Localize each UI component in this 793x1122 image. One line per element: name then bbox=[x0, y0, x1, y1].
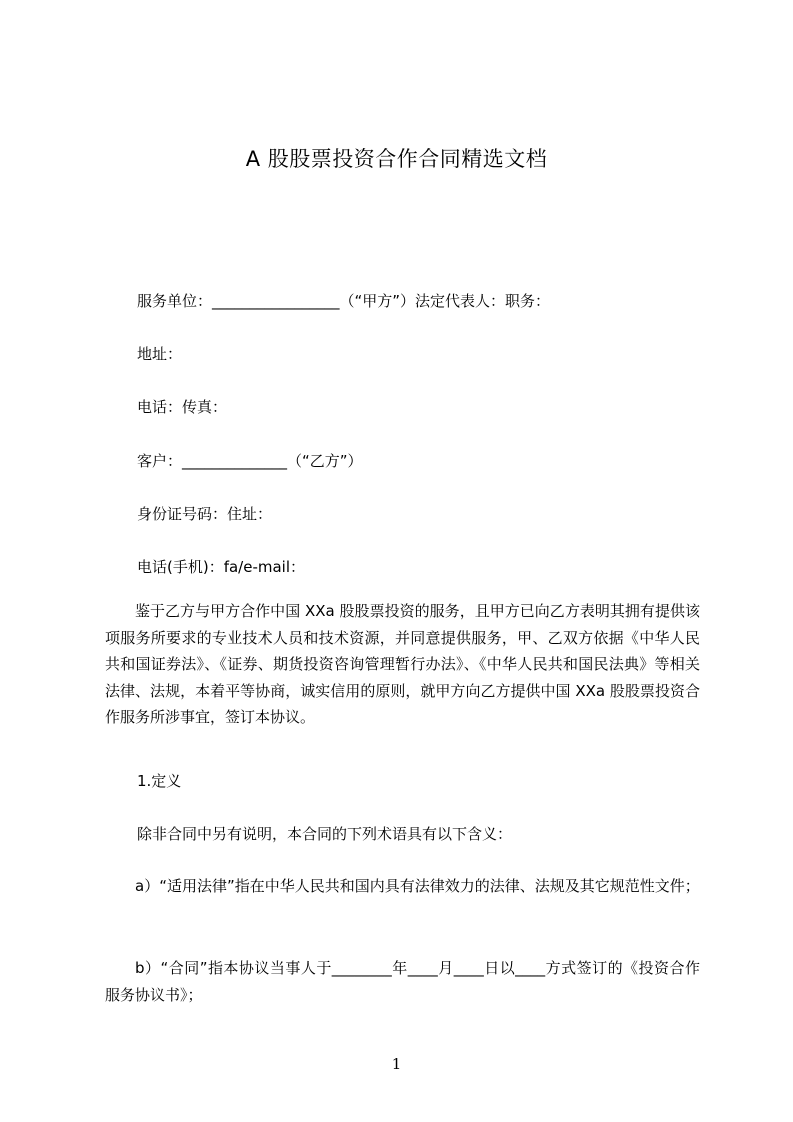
client-field: 客户：______________（“乙方”） bbox=[137, 452, 363, 470]
section-intro: 除非合同中另有说明，本合同的下列术语具有以下含义： bbox=[137, 825, 513, 843]
definition-item-b: b）“合同”指本协议当事人于________年____月____日以____方式签订的《投资合作服务协议书》； bbox=[105, 959, 700, 1004]
section-heading: 1.定义 bbox=[137, 772, 182, 790]
definition-item-a: a）“适用法律”指在中华人民共和国内具有法律效力的法律、法规及其它规范性文件； bbox=[135, 877, 700, 895]
id-address-field: 身份证号码：住址： bbox=[137, 505, 273, 523]
phone-fax-field: 电话：传真： bbox=[137, 398, 228, 416]
address-field: 地址： bbox=[137, 345, 183, 363]
preamble-paragraph: 鉴于乙方与甲方合作中国 XXa 股股票投资的服务，且甲方已向乙方表明其拥有提供该项服务所要求的专业技术人员和技术资源，并同意提供服务，甲、乙双方依据《中华人民共和国证券法》、《证券、期货投资咨询管理暂行办法》、《中华人民共和国民法典》等相关法律、法规，本着平等协商，诚实信用的原则，就甲方向乙方提供中国 XXa 股股票投资合作服务所涉事宜，签订本协议。 bbox=[105, 602, 700, 726]
service-unit-field: 服务单位：_________________（“甲方”）法定代表人：职务： bbox=[137, 292, 551, 310]
page-number: 1 bbox=[391, 1055, 402, 1073]
document-title: A 股股票投资合作合同精选文档 bbox=[245, 147, 548, 171]
mobile-email-field: 电话(手机)：fa/e-mail： bbox=[137, 558, 306, 576]
